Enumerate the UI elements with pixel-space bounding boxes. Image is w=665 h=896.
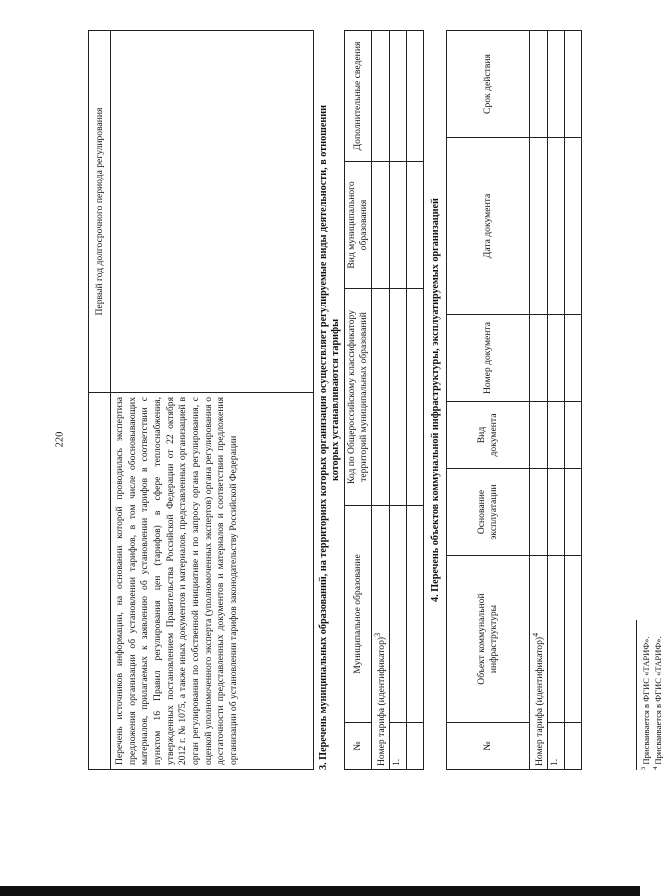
t4-row-blank — [565, 31, 582, 138]
t4-tariff-cell — [530, 138, 548, 315]
t4-header-doc-type: Вид документа — [447, 402, 530, 469]
first-year-value-cell — [111, 31, 314, 393]
t3-tariff-cell — [371, 31, 389, 162]
t3-row1-cell — [389, 506, 406, 723]
t4-row-blank — [565, 138, 582, 315]
t4-header-num: № — [447, 723, 530, 770]
t3-row-blank — [406, 506, 423, 723]
scan-edge — [0, 886, 640, 896]
t3-header-municipality-type: Вид муниципального образования — [345, 162, 372, 289]
t3-header-additional-info: Дополнительные сведения — [345, 31, 372, 162]
t4-tariff-cell — [530, 31, 548, 138]
t3-row-blank — [406, 31, 423, 162]
t4-row1-cell — [548, 402, 565, 469]
t4-row-blank — [565, 469, 582, 556]
sources-of-information-text: Перечень источников информации, на основании которой проводилась экспертиза предложения организации об установлении тарифов, в том числе обосновывающих материалов, прилагаемых к заявлению об установлении тарифов в соответствии с пунктом 16 Правил регулирования цен (тарифов) в сфере теплоснабжения, утвержденных постановлением Правительства Российской Федерации от 22 октября 2012 г. № 1075, а также иных документов и материалов, представленных организацией в орган регулирования по собственной инициативе и по запросу органа регулирования, с оценкой уполномоченного эксперта (уполномоченных экспертов) органа регулирования о достаточности представленных документов и материалов и соответствии предложения организации об установлении тарифов законодательству Российской Федерации — [111, 393, 314, 770]
footnote-item — [652, 636, 664, 770]
page-number: 220 — [54, 431, 66, 448]
footnote-text: Присваивается в ФГИС «ТАРИФ». — [640, 636, 651, 765]
t4-header-doc-number: Номер документа — [447, 315, 530, 402]
t4-row1-cell — [548, 31, 565, 138]
t3-row-blank — [406, 162, 423, 289]
section3-title-line2: которых устанавливаются тарифы — [330, 318, 342, 482]
t4-row1-cell — [548, 469, 565, 556]
t4-tariff-cell — [530, 315, 548, 402]
t4-tariff-label: Номер тарифа (идентификатор) — [534, 636, 546, 766]
first-year-header: Первый год долгосрочного периода регулирования — [89, 31, 111, 393]
t4-header-object: Объект коммунальной инфраструктуры — [447, 556, 530, 723]
section3-title-line1: 3. Перечень муниципальных образований, на территориях которых организация осуществляет регулируемые виды деятельности, в отношении — [318, 105, 329, 770]
rotated-content — [80, 30, 664, 770]
infrastructure-table — [446, 30, 582, 770]
t3-tariff-label: Номер тарифа (идентификатор) — [375, 636, 387, 766]
t3-header-oktmo-code: Код по Общероссийскому классификатору территорий муниципальных образований — [345, 289, 372, 506]
t3-row-blank — [406, 723, 423, 770]
t4-row1-cell — [548, 315, 565, 402]
t3-tariff-row — [371, 506, 389, 770]
t3-tariff-cell — [371, 289, 389, 506]
footnote-mark: 3 — [640, 766, 647, 770]
t3-row1-num: 1. — [389, 723, 406, 770]
t4-row-blank — [565, 402, 582, 469]
t4-tariff-cell — [530, 402, 548, 469]
municipalities-table — [344, 30, 424, 770]
empty-header-cell — [89, 393, 111, 770]
t3-row1-cell — [389, 31, 406, 162]
t4-row1-num: 1. — [548, 723, 565, 770]
t4-header-basis: Основание эксплуатации — [447, 469, 530, 556]
footnote-mark: 4 — [652, 766, 660, 770]
t4-row-blank — [565, 723, 582, 770]
footnote-item — [640, 636, 652, 770]
t3-row1-cell — [389, 162, 406, 289]
section3-title — [318, 30, 342, 770]
t4-tariff-row — [530, 556, 548, 770]
section4-title: 4. Перечень объектов коммунальной инфраструктуры, эксплуатируемых организацией — [430, 198, 441, 602]
footnote-4-mark: 4 — [531, 632, 540, 637]
t3-row-blank — [406, 289, 423, 506]
footnote-text: Присваивается в ФГИС «ТАРИФ». — [653, 636, 664, 765]
t4-header-validity: Срок действия — [447, 31, 530, 138]
t3-row1-cell — [389, 289, 406, 506]
t4-row-blank — [565, 556, 582, 723]
t3-header-num: № — [345, 723, 372, 770]
footnote-3-mark: 3 — [372, 632, 382, 637]
t4-row1-cell — [548, 138, 565, 315]
t3-tariff-cell — [371, 162, 389, 289]
footnotes — [640, 636, 665, 770]
t4-row-blank — [565, 315, 582, 402]
footnote-separator — [636, 620, 637, 770]
regulation-info-table — [88, 30, 314, 770]
t4-tariff-cell — [530, 469, 548, 556]
t3-header-municipality: Муниципальное образование — [345, 506, 372, 723]
t4-header-doc-date: Дата документа — [447, 138, 530, 315]
t4-row1-cell — [548, 556, 565, 723]
